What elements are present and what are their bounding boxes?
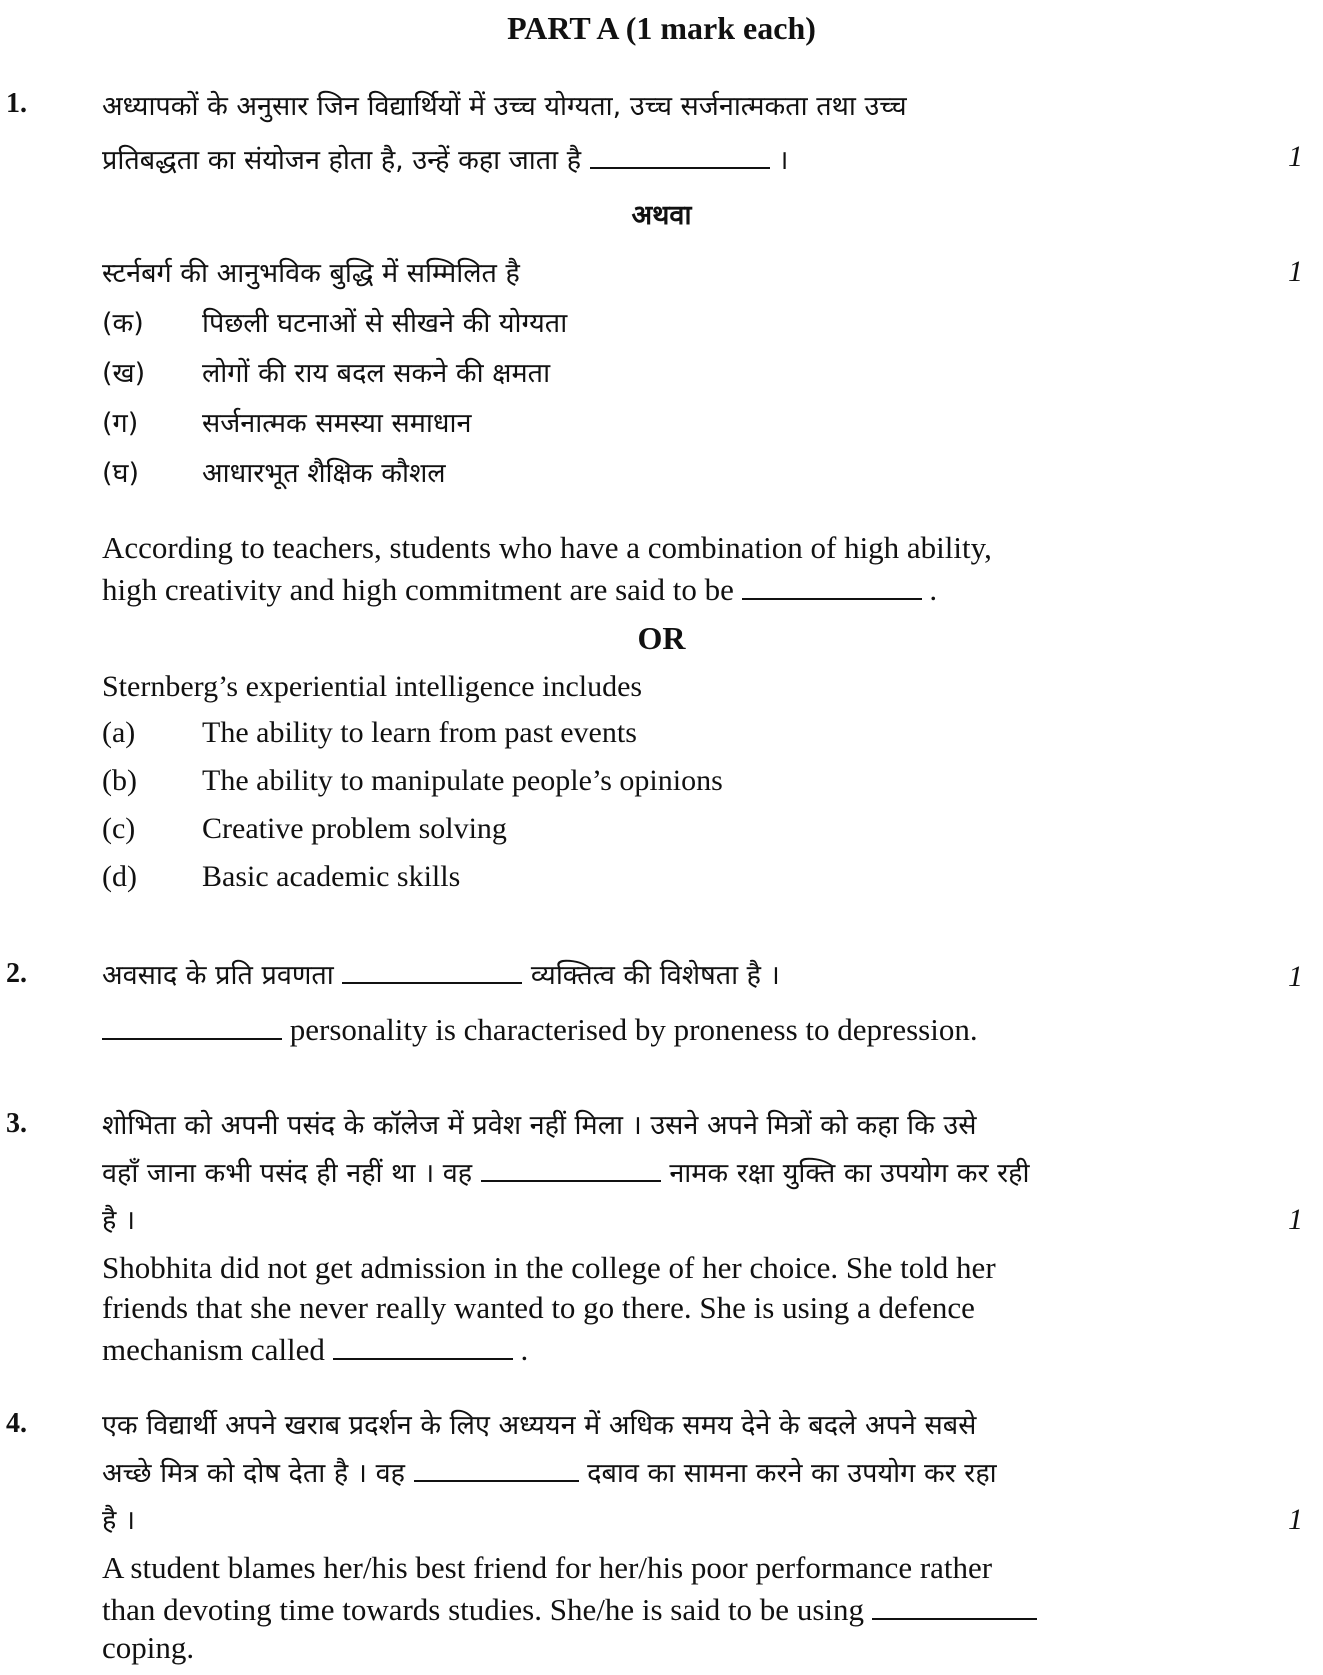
question-4-hindi-line-1: एक विद्यार्थी अपने खराब प्रदर्शन के लिए अध्ययन में अधिक समय देने के बदले अपने सबसे xyxy=(102,1410,977,1441)
question-1-alt-marks: 1 xyxy=(1288,255,1303,288)
hindi-option xyxy=(102,403,471,440)
question-1-english-line-1: According to teachers, students who have a combination of high ability, xyxy=(102,530,992,565)
question-3-english-line-2: friends that she never really wanted to go there. She is using a defence xyxy=(102,1290,975,1325)
answer-blank xyxy=(102,1010,282,1040)
option-text: पिछली घटनाओं से सीखने की योग्यता xyxy=(202,308,568,339)
answer-blank xyxy=(342,958,522,984)
question-1-marks: 1 xyxy=(1288,140,1303,173)
option-text: लोगों की राय बदल सकने की क्षमता xyxy=(202,358,551,389)
english-option xyxy=(102,812,507,846)
hindi-option xyxy=(102,303,567,340)
option-label: (ग) xyxy=(102,408,139,439)
question-4-hindi-line-2-end: दबाव का सामना करने का उपयोग कर रहा xyxy=(587,1458,997,1489)
question-2-english xyxy=(102,1010,978,1048)
question-2-hindi-text: अवसाद के प्रति प्रवणता xyxy=(102,960,334,991)
question-1-hindi-line-2 xyxy=(102,140,789,177)
option-text: The ability to manipulate people’s opinions xyxy=(202,764,723,797)
question-4-hindi-line-2-text: अच्छे मित्र को दोष देता है । वह xyxy=(102,1458,405,1489)
question-2-hindi xyxy=(102,955,780,992)
question-3-hindi-line-2-end: नामक रक्षा युक्ति का उपयोग कर रही xyxy=(669,1158,1030,1189)
option-text: आधारभूत शैक्षिक कौशल xyxy=(202,458,446,489)
question-4-english-line-1: A student blames her/his best friend for her/his poor performance rather xyxy=(102,1550,993,1585)
question-4-number: 4. xyxy=(6,1408,27,1439)
english-option xyxy=(102,716,637,750)
question-1-hindi-line-2-end: । xyxy=(778,145,789,176)
question-1-english-line-2-text: high creativity and high commitment are said to be xyxy=(102,571,734,607)
question-4-english-line-3: coping. xyxy=(102,1630,195,1665)
question-2-hindi-end: व्यक्तित्व की विशेषता है । xyxy=(530,960,780,991)
english-option xyxy=(102,860,460,894)
question-3-marks: 1 xyxy=(1288,1203,1303,1236)
option-label: (a) xyxy=(102,716,136,749)
english-option xyxy=(102,764,723,798)
answer-blank xyxy=(742,570,922,600)
question-1-hindi-line-1 xyxy=(102,86,1238,123)
question-3-hindi-line-1: शोभिता को अपनी पसंद के कॉलेज में प्रवेश नहीं मिला । उसने अपने मित्रों को कहा कि उसे xyxy=(102,1110,977,1141)
option-label: (c) xyxy=(102,812,136,845)
answer-blank xyxy=(414,1456,579,1482)
question-1-number: 1. xyxy=(6,88,27,119)
question-3-hindi-line-2 xyxy=(102,1153,1029,1190)
question-3-english-line-3-end: . xyxy=(520,1331,529,1367)
question-2-marks: 1 xyxy=(1288,960,1303,993)
or-english-label: OR xyxy=(637,620,686,656)
option-label: (d) xyxy=(102,860,137,893)
question-3-hindi-line-2-text: वहाँ जाना कभी पसंद ही नहीं था । वह xyxy=(102,1158,473,1189)
question-1-english-line-2-end: . xyxy=(929,571,938,607)
answer-blank xyxy=(872,1590,1037,1620)
question-4-english-line-2 xyxy=(102,1590,1037,1628)
hindi-option xyxy=(102,453,446,490)
question-1-alt-hindi: स्टर्नबर्ग की आनुभविक बुद्धि में सम्मिलित है xyxy=(102,258,520,289)
question-3-english-line-3 xyxy=(102,1330,528,1368)
hindi-option xyxy=(102,353,550,390)
part-title: PART A (1 mark each) xyxy=(507,10,816,46)
option-text: The ability to learn from past events xyxy=(202,716,637,749)
question-1-alt-english: Sternberg’s experiential intelligence includes xyxy=(102,670,643,703)
question-1-english-line-2 xyxy=(102,570,937,608)
answer-blank xyxy=(590,143,770,169)
question-4-marks: 1 xyxy=(1288,1503,1303,1536)
option-label: (b) xyxy=(102,764,137,797)
option-label: (क) xyxy=(102,308,144,339)
question-1-hindi-line-2-text: प्रतिबद्धता का संयोजन होता है, उन्हें कहा जाता है xyxy=(102,145,582,176)
question-2-number: 2. xyxy=(6,958,27,989)
question-4-hindi-line-3: है । xyxy=(102,1505,136,1536)
question-3-english-line-3-text: mechanism called xyxy=(102,1331,325,1367)
question-4-hindi-line-2 xyxy=(102,1453,997,1490)
question-3-english-line-1: Shobhita did not get admission in the college of her choice. She told her xyxy=(102,1250,996,1285)
option-label: (घ) xyxy=(102,458,140,489)
answer-blank xyxy=(481,1156,661,1182)
question-4-english-line-2-text: than devoting time towards studies. She/he is said to be using xyxy=(102,1591,864,1627)
option-text: Basic academic skills xyxy=(202,860,461,893)
question-2-english-text: personality is characterised by proneness to depression. xyxy=(289,1011,978,1047)
option-text: Creative problem solving xyxy=(202,812,507,845)
answer-blank xyxy=(333,1330,513,1360)
question-3-hindi-line-3: है । xyxy=(102,1205,136,1236)
option-label: (ख) xyxy=(102,358,146,389)
question-1-hindi-line-1-text: अध्यापकों के अनुसार जिन विद्यार्थियों में उच्च योग्यता, उच्च सर्जनात्मकता तथा उच्च xyxy=(102,91,907,122)
or-hindi-label: अथवा xyxy=(631,200,692,231)
question-3-number: 3. xyxy=(6,1108,27,1139)
option-text: सर्जनात्मक समस्या समाधान xyxy=(202,408,472,439)
